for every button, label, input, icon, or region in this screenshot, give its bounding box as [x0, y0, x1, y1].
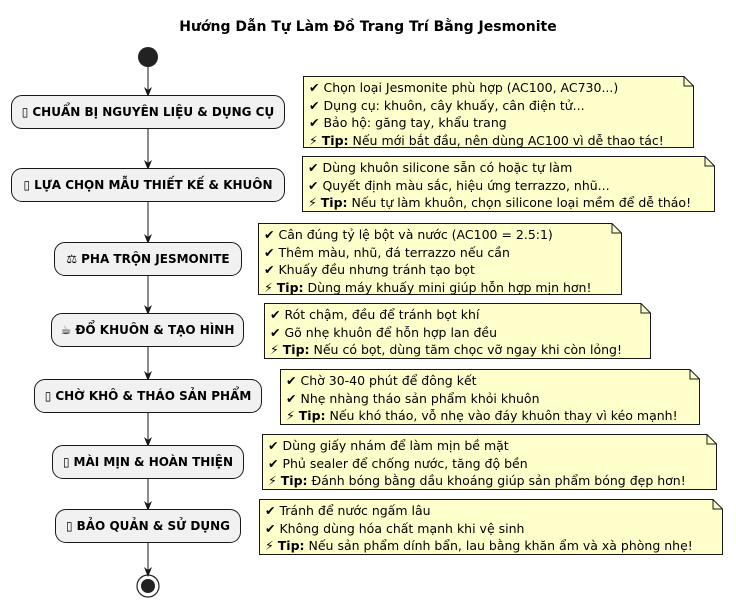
check-icon: ✔ [308, 177, 319, 193]
check-item: ✔ Không dùng hóa chất mạnh khi vệ sinh [265, 520, 525, 536]
check-item: ✔ Chọn loại Jesmonite phù hợp (AC100, AC730...) [309, 80, 619, 95]
tip-item: ⚡ Tip: Nếu mới bắt đầu, nên dùng AC100 vì dễ thao tác! [309, 132, 664, 148]
diagram-title: Hướng Dẫn Tự Làm Đồ Trang Trí Bằng Jesmonite [179, 19, 557, 35]
check-item: ✔ Chờ 30-40 phút để đông kết [286, 373, 477, 388]
check-icon: ✔ [270, 324, 281, 340]
check-icon: ✔ [309, 115, 320, 130]
note-pour-mold [264, 303, 651, 359]
note-choose-design [302, 156, 715, 212]
check-icon: ✔ [286, 390, 297, 406]
step-label: CHUẨN BỊ NGUYÊN LIỆU & DỤNG CỤ [32, 105, 275, 119]
step-sand-finish [52, 445, 244, 479]
check-item: ✔ Dùng khuôn silicone sẵn có hoặc tự làm [308, 160, 573, 175]
check-item: ✔ Rót chậm, đều để tránh bọt khí [270, 307, 480, 322]
start-node [138, 47, 158, 67]
check-icon: ✔ [308, 160, 319, 175]
check-item: ✔ Gõ nhẹ khuôn để hỗn hợp lan đều [270, 324, 498, 340]
step-store-use [55, 509, 241, 543]
check-item: ✔ Dụng cụ: khuôn, cây khuấy, cân điện tử... [309, 97, 585, 113]
check-item: ✔ Thêm màu, nhũ, đá terrazzo nếu cần [264, 244, 510, 260]
step-label: BẢO QUẢN & SỬ DỤNG [76, 519, 230, 533]
tip-item: ⚡ Tip: Đánh bóng bằng dầu khoáng giúp sản phẩm bóng đẹp hơn! [268, 473, 686, 488]
sandpaper-icon: ▯ [62, 455, 70, 469]
note-dry-demold [280, 369, 700, 425]
note-store-use [259, 499, 723, 555]
step-label: LỰA CHỌN MẪU THIẾT KẾ & KHUÔN [34, 178, 273, 192]
check-item: ✔ Dùng giấy nhám để làm mịn bề mặt [268, 438, 509, 453]
design-icon: ▯ [23, 178, 31, 192]
lightning-icon: ⚡ [308, 195, 317, 210]
hourglass-icon: ▯ [44, 389, 52, 403]
check-icon: ✔ [268, 455, 279, 471]
check-item: ✔ Cân đúng tỷ lệ bột và nước (AC100 = 2.5:1) [264, 227, 553, 242]
note-prepare-materials [303, 76, 694, 148]
lightning-icon: ⚡ [286, 408, 295, 423]
check-icon: ✔ [309, 97, 320, 113]
note-sand-finish [262, 434, 717, 490]
check-item: ✔ Bảo hộ: găng tay, khẩu trang [309, 115, 507, 130]
check-icon: ✔ [270, 307, 281, 322]
tip-item: ⚡ Tip: Dùng máy khuấy mini giúp hỗn hợp mịn hơn! [264, 279, 592, 295]
lightning-icon: ⚡ [268, 473, 277, 488]
step-choose-design [11, 168, 285, 202]
step-label: ĐỔ KHUÔN & TẠO HÌNH [75, 323, 235, 337]
end-node [137, 575, 159, 597]
tip-item: ⚡ Tip: Nếu sản phẩm dính bẩn, lau bằng khăn ẩm và xà phòng nhẹ! [265, 538, 693, 553]
check-icon: ✔ [265, 503, 276, 518]
check-icon: ✔ [268, 438, 279, 453]
lightning-icon: ⚡ [309, 132, 318, 148]
lightning-icon: ⚡ [264, 279, 273, 295]
step-pour-mold [51, 313, 244, 347]
step-label: CHỜ KHÔ & THÁO SẢN PHẨM [55, 389, 252, 403]
check-icon: ✔ [264, 244, 275, 260]
check-item: ✔ Khuấy đều nhưng tránh tạo bọt [264, 262, 475, 277]
tools-icon: ▯ [21, 105, 29, 119]
tip-item: ⚡ Tip: Nếu tự làm khuôn, chọn silicone loại mềm để dễ tháo! [308, 195, 692, 210]
lightning-icon: ⚡ [270, 342, 279, 357]
step-label: MÀI MỊN & HOÀN THIỆN [73, 455, 234, 469]
check-icon: ✔ [264, 262, 275, 277]
pouring-cup-icon: ☕ [60, 323, 72, 337]
tip-item: ⚡ Tip: Nếu có bọt, dùng tăm chọc vỡ ngay khi còn lỏng! [270, 342, 622, 357]
step-label: PHA TRỘN JESMONITE [81, 252, 230, 266]
tip-item: ⚡ Tip: Nếu khó tháo, vỗ nhẹ vào đáy khuôn thay vì kéo mạnh! [286, 408, 678, 423]
scale-icon: ⚖ [66, 252, 78, 266]
check-item: ✔ Quyết định màu sắc, hiệu ứng terrazzo, nhũ... [308, 177, 610, 193]
check-icon: ✔ [286, 373, 297, 388]
lightning-icon: ⚡ [265, 538, 274, 553]
step-prepare-materials [11, 95, 285, 129]
note-mix-jesmonite [258, 223, 622, 295]
check-icon: ✔ [264, 227, 275, 242]
step-mix-jesmonite [54, 242, 242, 276]
check-icon: ✔ [309, 80, 320, 95]
check-item: ✔ Nhẹ nhàng tháo sản phẩm khỏi khuôn [286, 390, 540, 406]
check-icon: ✔ [265, 520, 276, 536]
step-dry-demold [34, 379, 262, 413]
check-item: ✔ Tránh để nước ngấm lâu [265, 503, 431, 518]
box-icon: ▯ [66, 519, 73, 533]
check-item: ✔ Phủ sealer để chống nước, tăng độ bền [268, 455, 528, 471]
